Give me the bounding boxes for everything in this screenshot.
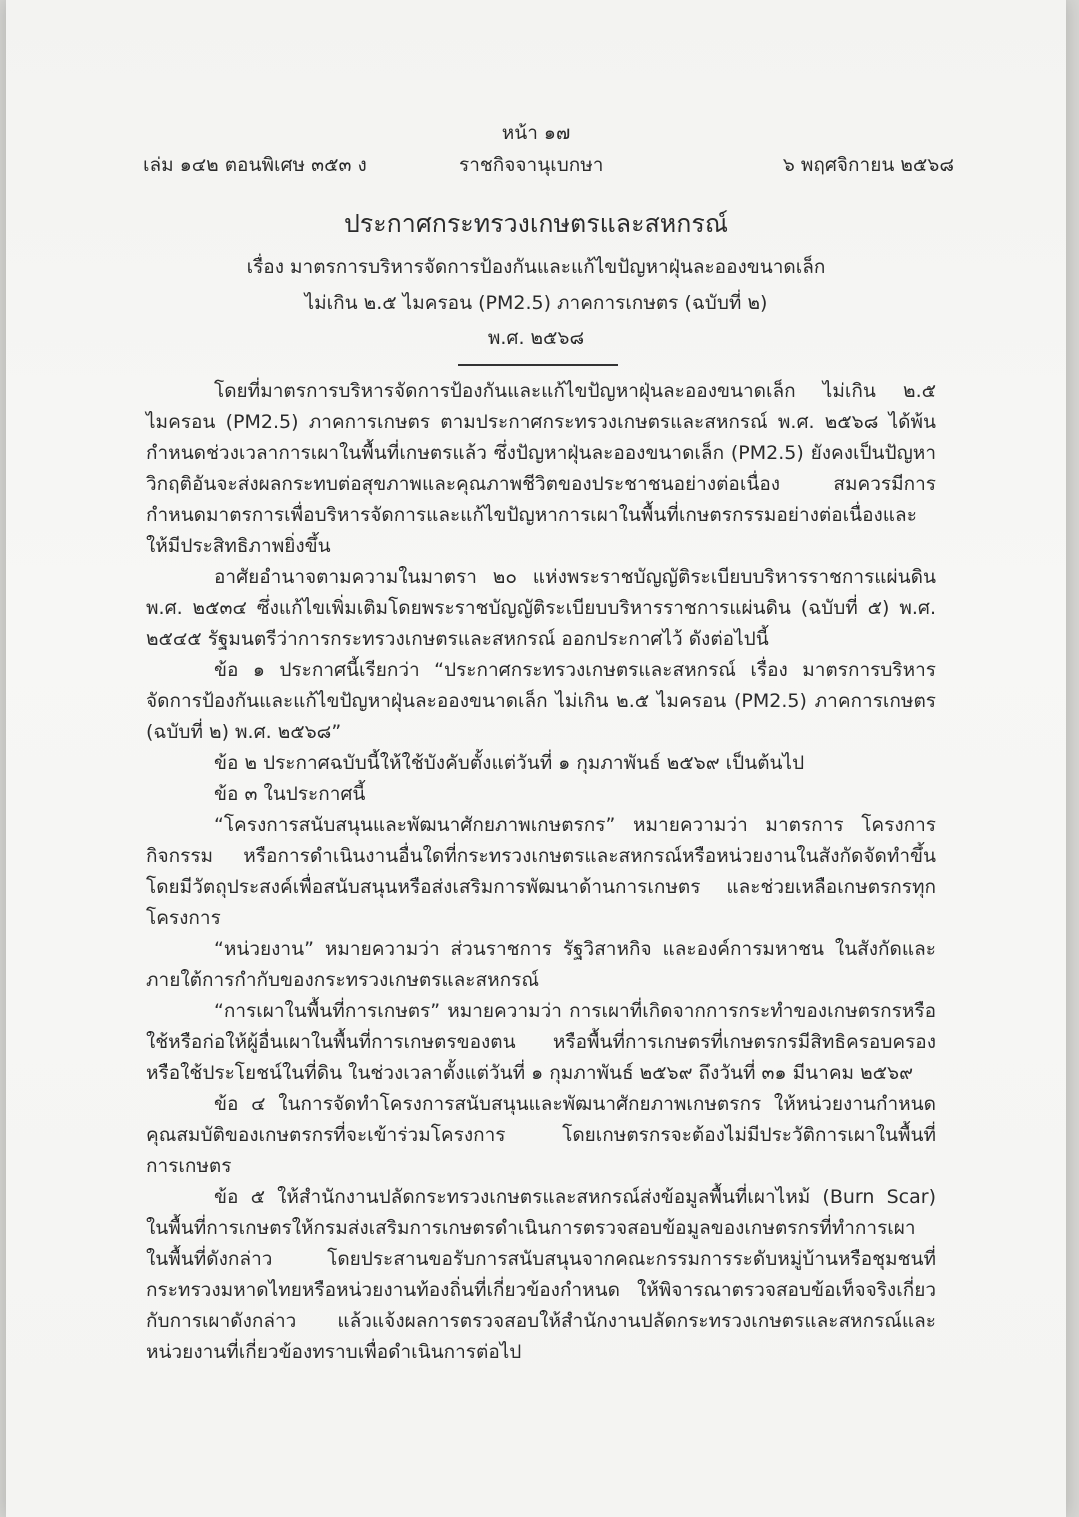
publication-date: ๖ พฤศจิกายน ๒๕๖๘: [782, 154, 954, 176]
subject-line-2: ไม่เกิน ๒.๕ ไมครอน (PM2.5) ภาคการเกษตร (ฉบับที่ ๒): [304, 292, 768, 314]
paragraph-definition-burning: “การเผาในพื้นที่การเกษตร” หมายความว่า การเผาที่เกิดจากการกระทำของเกษตรกรหรือใช้หรือก่อให้ผู้อื่นเผาในพื้นที่การเกษตรของตน หรือพื้นที่การเกษตรที่เกษตรกรมีสิทธิครอบครองหรือใช้ประโยชน์ในที่ดิน ในช่วงเวลาตั้งแต่วันที่ ๑ กุมภาพันธ์ ๒๕๖๙ ถึงวันที่ ๓๑ มีนาคม ๒๕๖๙: [146, 1000, 936, 1084]
page-number: หน้า ๑๗: [501, 122, 571, 144]
announcement-body: [146, 376, 936, 1368]
paragraph-authority: อาศัยอำนาจตามความในมาตรา ๒๐ แห่งพระราชบัญญัติระเบียบบริหารราชการแผ่นดิน พ.ศ. ๒๕๓๔ ซึ่งแก้ไขเพิ่มเติมโดยพระราชบัญญัติระเบียบบริหารราชการแผ่นดิน (ฉบับที่ ๕) พ.ศ. ๒๕๔๕ รัฐมนตรีว่าการกระทรวงเกษตรและสหกรณ์ ออกประกาศไว้ ดังต่อไปนี้: [146, 566, 936, 650]
volume-issue: เล่ม ๑๔๒ ตอนพิเศษ ๓๕๓ ง: [143, 154, 367, 176]
subject-year: พ.ศ. ๒๕๖๘: [487, 327, 585, 349]
paragraph-clause-2: ข้อ ๒ ประกาศฉบับนี้ให้ใช้บังคับตั้งแต่วันที่ ๑ กุมภาพันธ์ ๒๕๖๙ เป็นต้นไป: [214, 752, 805, 774]
paragraph-clause-4: ข้อ ๔ ในการจัดทำโครงการสนับสนุนและพัฒนาศักยภาพเกษตรกร ให้หน่วยงานกำหนดคุณสมบัติของเกษตรกรที่จะเข้าร่วมโครงการ โดยเกษตรกรจะต้องไม่มีประวัติการเผาในพื้นที่การเกษตร: [146, 1093, 936, 1177]
running-header: [6, 150, 1066, 180]
subject-line-1: เรื่อง มาตรการบริหารจัดการป้องกันและแก้ไขปัญหาฝุ่นละอองขนาดเล็ก: [246, 256, 826, 278]
paragraph-definition-project: “โครงการสนับสนุนและพัฒนาศักยภาพเกษตรกร” หมายความว่า มาตรการ โครงการ กิจกรรม หรือการดำเนินงานอื่นใดที่กระทรวงเกษตรและสหกรณ์หรือหน่วยงานในสังกัดจัดทำขึ้น โดยมีวัตถุประสงค์เพื่อสนับสนุนหรือส่งเสริมการพัฒนาด้านการเกษตร และช่วยเหลือเกษตรกรทุกโครงการ: [146, 814, 936, 929]
document-page: [6, 0, 1066, 1517]
title-divider: [458, 364, 618, 366]
publication-name: ราชกิจจานุเบกษา: [459, 154, 604, 176]
announcement-title: ประกาศกระทรวงเกษตรและสหกรณ์: [343, 209, 729, 238]
paragraph-definition-agency: “หน่วยงาน” หมายความว่า ส่วนราชการ รัฐวิสาหกิจ และองค์การมหาชน ในสังกัดและภายใต้การกำกับของกระทรวงเกษตรและสหกรณ์: [146, 938, 936, 991]
paragraph-preamble: โดยที่มาตรการบริหารจัดการป้องกันและแก้ไขปัญหาฝุ่นละอองขนาดเล็ก ไม่เกิน ๒.๕ ไมครอน (PM2.5) ภาคการเกษตร ตามประกาศกระทรวงเกษตรและสหกรณ์ พ.ศ. ๒๕๖๘ ได้พ้นกำหนดช่วงเวลาการเผาในพื้นที่เกษตรแล้ว ซึ่งปัญหาฝุ่นละอองขนาดเล็ก (PM2.5) ยังคงเป็นปัญหาวิกฤติอันจะส่งผลกระทบต่อสุขภาพและคุณภาพชีวิตของประชาชนอย่างต่อเนื่อง สมควรมีการกำหนดมาตรการเพื่อบริหารจัดการและแก้ไขปัญหาการเผาในพื้นที่เกษตรกรรมอย่างต่อเนื่องและให้มีประสิทธิภาพยิ่งขึ้น: [146, 380, 936, 557]
paragraph-clause-5: ข้อ ๕ ให้สำนักงานปลัดกระทรวงเกษตรและสหกรณ์ส่งข้อมูลพื้นที่เผาไหม้ (Burn Scar) ในพื้นที่การเกษตรให้กรมส่งเสริมการเกษตรดำเนินการตรวจสอบข้อมูลของเกษตรกรที่ทำการเผาในพื้นที่ดังกล่าว โดยประสานขอรับการสนับสนุนจากคณะกรรมการระดับหมู่บ้านหรือชุมชนที่กระทรวงมหาดไทยหรือหน่วยงานท้องถิ่นที่เกี่ยวข้องกำหนด ให้พิจารณาตรวจสอบข้อเท็จจริงเกี่ยวกับการเผาดังกล่าว แล้วแจ้งผลการตรวจสอบให้สำนักงานปลัดกระทรวงเกษตรและสหกรณ์และหน่วยงานที่เกี่ยวข้องทราบเพื่อดำเนินการต่อไป: [146, 1186, 936, 1363]
paragraph-clause-3: ข้อ ๓ ในประกาศนี้: [214, 783, 366, 805]
paragraph-clause-1: ข้อ ๑ ประกาศนี้เรียกว่า “ประกาศกระทรวงเกษตรและสหกรณ์ เรื่อง มาตรการบริหารจัดการป้องกันและแก้ไขปัญหาฝุ่นละอองขนาดเล็ก ไม่เกิน ๒.๕ ไมครอน (PM2.5) ภาคการเกษตร (ฉบับที่ ๒) พ.ศ. ๒๕๖๘”: [146, 659, 936, 743]
